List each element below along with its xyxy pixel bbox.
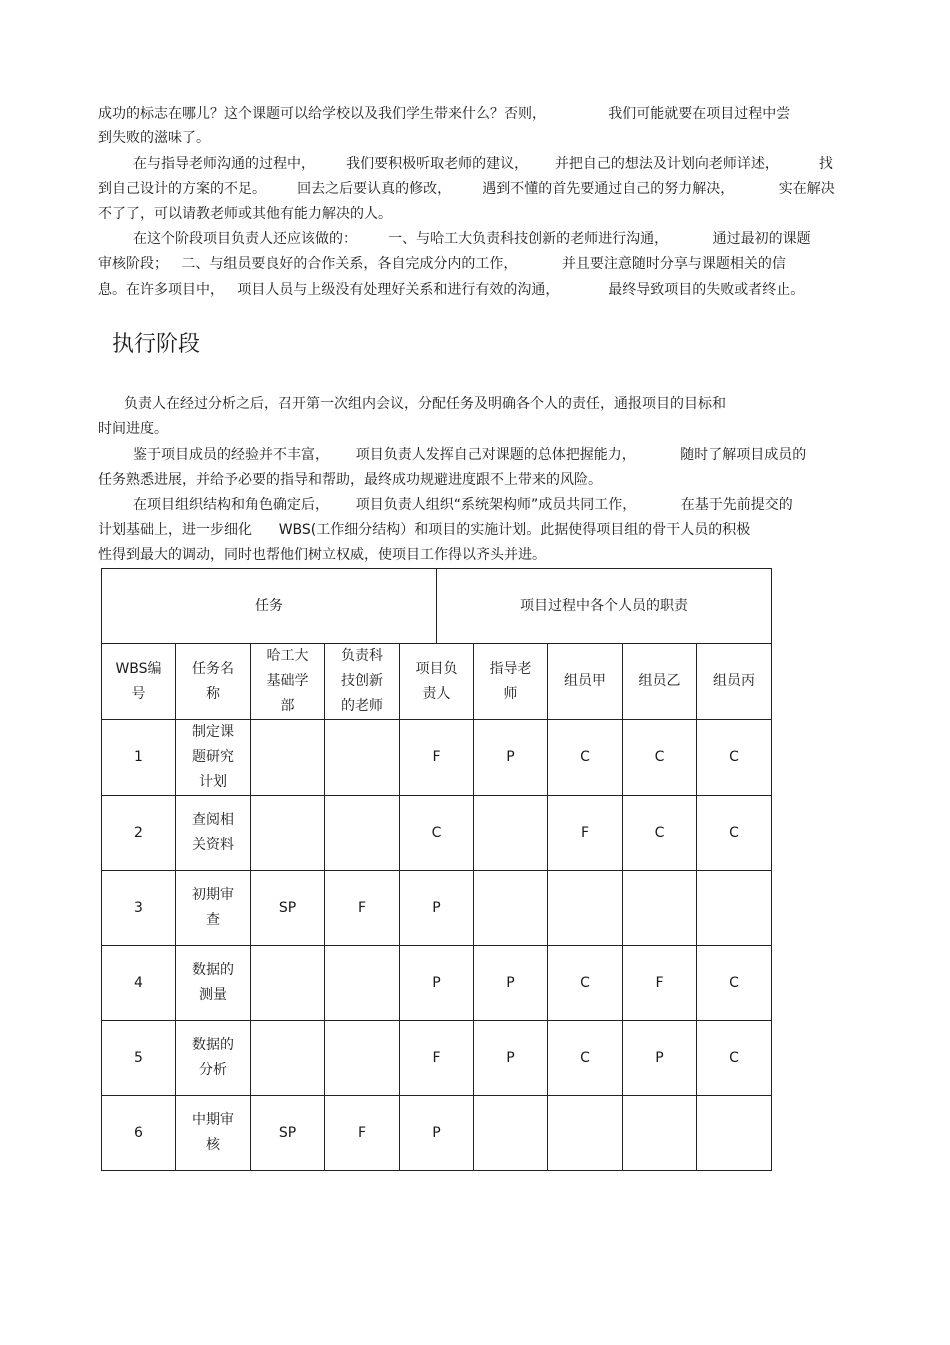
role-cell: F	[400, 720, 474, 796]
table-row	[102, 720, 772, 796]
table-column-header-row	[102, 644, 772, 720]
role-cell: C	[697, 946, 772, 1021]
text-line: 审核阶段； 二、与组员要良好的合作关系，各自完成分内的工作， 并且要注意随时分享与课题相关的信	[98, 256, 786, 272]
text-line: 息。在许多项目中， 项目人员与上级没有处理好关系和进行有效的沟通， 最终导致项目的失败或者终止。	[98, 282, 805, 298]
column-header: WBS编 号	[102, 644, 176, 720]
role-cell: C	[548, 946, 623, 1021]
text-line: 在项目组织结构和角色确定后， 项目负责人组织“系统架构师”成员共同工作， 在基于先前提交的	[133, 497, 793, 513]
role-cell: P	[623, 1021, 697, 1096]
role-cell	[325, 946, 400, 1021]
group-header-task: 任务	[102, 569, 437, 644]
text-line: 成功的标志在哪儿？这个课题可以给学校以及我们学生带来什么？否则， 我们可能就要在项目过程中尝	[98, 106, 791, 122]
wbs-id-cell: 6	[102, 1096, 176, 1171]
role-cell	[474, 871, 548, 946]
role-cell: F	[400, 1021, 474, 1096]
column-header: 项目负 责人	[400, 644, 474, 720]
task-name-cell: 初期审 查	[176, 871, 251, 946]
text-line: 到自己设计的方案的不足。 回去之后要认真的修改， 遇到不懂的首先要通过自己的努力解决， 实在解决	[98, 181, 835, 197]
role-cell	[251, 946, 325, 1021]
role-cell: F	[623, 946, 697, 1021]
task-name-cell: 制定课 题研究 计划	[176, 720, 251, 796]
text-line: 计划基础上，进一步细化 WBS(工作细分结构）和项目的实施计划。此据使得项目组的骨干人员的积极	[98, 522, 751, 538]
role-cell: C	[623, 720, 697, 796]
wbs-id-cell: 1	[102, 720, 176, 796]
column-header: 组员乙	[623, 644, 697, 720]
text-line: 性得到最大的调动，同时也帮他们树立权威，使项目工作得以齐头并进。	[98, 547, 546, 563]
text-line: 在与指导老师沟通的过程中， 我们要积极听取老师的建议， 并把自己的想法及计划向老师详述， 找	[133, 156, 833, 172]
role-cell: P	[474, 1021, 548, 1096]
role-cell	[548, 871, 623, 946]
role-cell	[325, 1021, 400, 1096]
column-header: 哈工大 基础学 部	[251, 644, 325, 720]
role-cell: P	[474, 720, 548, 796]
role-cell: C	[548, 720, 623, 796]
role-cell	[697, 871, 772, 946]
role-cell: F	[548, 796, 623, 871]
column-header: 组员丙	[697, 644, 772, 720]
role-cell: F	[325, 871, 400, 946]
role-cell	[623, 1096, 697, 1171]
role-cell	[548, 1096, 623, 1171]
table-row	[102, 1096, 772, 1171]
task-name-cell: 数据的 分析	[176, 1021, 251, 1096]
text-line: 鉴于项目成员的经验并不丰富， 项目负责人发挥自己对课题的总体把握能力， 随时了解项目成员的	[133, 447, 807, 463]
column-header: 组员甲	[548, 644, 623, 720]
table-row	[102, 796, 772, 871]
wbs-id-cell: 2	[102, 796, 176, 871]
table-row	[102, 1021, 772, 1096]
table-group-header-row	[102, 569, 772, 644]
role-cell: SP	[251, 1096, 325, 1171]
table-row	[102, 946, 772, 1021]
role-cell	[325, 796, 400, 871]
text-line: 负责人在经过分析之后，召开第一次组内会议，分配任务及明确各个人的责任，通报项目的目标和	[124, 396, 726, 412]
section-title: 执行阶段	[112, 332, 201, 357]
role-cell	[325, 720, 400, 796]
text-line: 不了了，可以请教老师或其他有能力解决的人。	[98, 206, 392, 222]
task-name-cell: 数据的 测量	[176, 946, 251, 1021]
wbs-id-cell: 3	[102, 871, 176, 946]
role-cell: P	[400, 871, 474, 946]
text-line: 在这个阶段项目负责人还应该做的： 一、与哈工大负责科技创新的老师进行沟通， 通过最初的课题	[133, 231, 811, 247]
responsibility-table	[101, 568, 772, 1171]
role-cell: SP	[251, 871, 325, 946]
role-cell: C	[548, 1021, 623, 1096]
role-cell: C	[697, 720, 772, 796]
role-cell: C	[623, 796, 697, 871]
column-header: 负责科 技创新 的老师	[325, 644, 400, 720]
column-header: 任务名 称	[176, 644, 251, 720]
column-header: 指导老 师	[474, 644, 548, 720]
role-cell	[623, 871, 697, 946]
role-cell	[251, 796, 325, 871]
table-row	[102, 871, 772, 946]
role-cell	[474, 1096, 548, 1171]
role-cell	[251, 720, 325, 796]
role-cell: C	[400, 796, 474, 871]
role-cell	[251, 1021, 325, 1096]
text-line: 任务熟悉进展，并给予必要的指导和帮助，最终成功规避进度跟不上带来的风险。	[98, 472, 602, 488]
text-line: 时间进度。	[98, 421, 168, 437]
role-cell: P	[400, 946, 474, 1021]
wbs-id-cell: 5	[102, 1021, 176, 1096]
role-cell: C	[697, 796, 772, 871]
task-name-cell: 中期审 核	[176, 1096, 251, 1171]
role-cell: C	[697, 1021, 772, 1096]
group-header-duties: 项目过程中各个人员的职责	[437, 569, 772, 644]
role-cell: P	[474, 946, 548, 1021]
task-name-cell: 查阅相 关资料	[176, 796, 251, 871]
role-cell: F	[325, 1096, 400, 1171]
role-cell	[474, 796, 548, 871]
text-line: 到失败的滋味了。	[98, 130, 210, 146]
role-cell	[697, 1096, 772, 1171]
wbs-id-cell: 4	[102, 946, 176, 1021]
role-cell: P	[400, 1096, 474, 1171]
